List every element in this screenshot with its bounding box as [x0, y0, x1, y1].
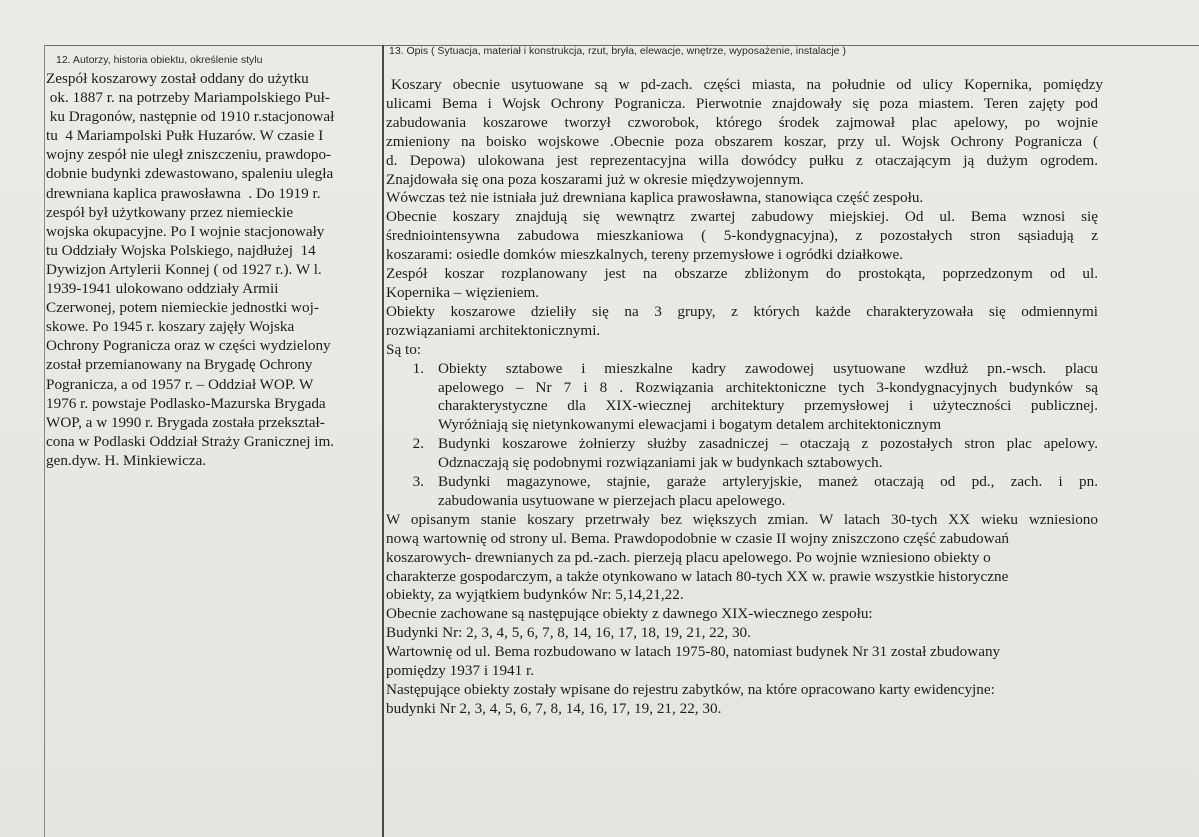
description-line: obiekty, za wyjątkiem budynków Nr: 5,14,21,22. [386, 586, 684, 604]
description-line: pomiędzy 1937 i 1941 r. [386, 662, 535, 680]
history-line: 1976 r. powstaje Podlasko-Mazurska Brygada [46, 394, 326, 412]
description-line: charakterze gospodarczym, a także otynkowano w latach 80-tych XX w. prawie wszystkie historyczne [386, 567, 1009, 585]
description-line: d. Depowa) ulokowana jest reprezentacyjna willa dowódcy pułku z otaczającym ją dużym ogrodem. [386, 151, 1098, 169]
history-line: tu Oddziały Wojska Polskiego, najdłużej 14 [46, 241, 316, 259]
history-line: Pogranicza, a od 1957 r. – Oddział WOP. W [46, 375, 314, 393]
description-line: Budynki Nr: 2, 3, 4, 5, 6, 7, 8, 14, 16, 17, 18, 19, 21, 22, 30. [386, 624, 751, 642]
list-item-line: zabudowania usytuowane w pierzejach placu apelowego. [438, 491, 786, 509]
history-line: skowe. Po 1945 r. koszary zajęły Wojska [46, 318, 295, 336]
section-13-label: 13. Opis ( Sytuacja, materiał i konstrukcja, rzut, bryła, elewacje, wnętrze, wyposażenie, instalacje ) [389, 45, 846, 57]
history-line: ok. 1887 r. na potrzeby Mariampolskiego Puł- [46, 89, 330, 107]
history-line: drewniana kaplica prawosławna . Do 1919 r. [46, 184, 321, 202]
list-item-line: apelowego – Nr 7 i 8 . Rozwiązania architektoniczne tych 3-kondygnacyjnych budynków są [438, 378, 1098, 396]
history-line: Zespół koszarowy został oddany do użytku [46, 70, 309, 87]
description-line: Koszary obecnie usytuowane są w pd-zach. części miasta, na południe od ulicy Kopernika, pomiędzy [391, 76, 1103, 93]
description-line: Obiekty koszarowe dzieliły się na 3 grupy, z których każde charakteryzowała się odmiennymi [386, 302, 1098, 320]
description-line: koszarami: osiedle domków mieszkalnych, tereny przemysłowe i ogródki działkowe. [386, 246, 904, 264]
list-item [386, 435, 1116, 473]
description-line: zabudowania koszarowe tworzył czworobok, którego środek zajmował plac apelowy, po wojnie [386, 113, 1098, 131]
description-line: koszarowych- drewnianych za pd.-zach. pierzeją placu apelowego. Po wojnie wzniesiono obiekty o [386, 548, 991, 566]
description-line: ulicami Bema i Wojsk Ochrony Pogranicza. Pierwotnie znajdowały się poza miastem. Teren zajęty pod [386, 94, 1098, 112]
history-line: gen.dyw. H. Minkiewicza. [46, 451, 207, 469]
history-line: wojska okupacyjne. Po I wojnie stacjonowały [46, 222, 325, 240]
description-line: Wówczas też nie istniała już drewniana kaplica prawosławna, stanowiąca część zespołu. [386, 189, 924, 207]
description-line: Znajdowała się ona poza koszarami już w okresie międzywojennym. [386, 170, 804, 188]
list-item-line: Obiekty sztabowe i mieszkalne kadry zawodowej usytuowane wzdłuż pn.-wsch. placu [438, 359, 1098, 377]
description-line: Obecnie zachowane są następujące obiekty z dawnego XIX-wiecznego zespołu: [386, 605, 873, 623]
history-line: wojny zespół nie uległ zniszczeniu, prawdopo- [46, 146, 332, 164]
description-line: Zespół koszar rozplanowany jest na obszarze zbliżonym do prostokąta, poprzedzonym od ul. [386, 265, 1098, 283]
section-12-label: 12. Autorzy, historia obiektu, określenie stylu [56, 54, 263, 66]
history-line: Ochrony Pogranicza oraz w części wydzielony [46, 337, 331, 355]
list-item [386, 473, 1116, 511]
history-column [46, 69, 382, 470]
list-item-number: 1. [412, 359, 424, 377]
description-line: W opisanym stanie koszary przetrwały bez większych zmian. W latach 30-tych XX wieku wzniesiono [386, 510, 1098, 528]
frame-left-rule [44, 45, 45, 837]
list-item-line: Odznaczają się podobnymi rozwiązaniami jak w budynkach sztabowych. [438, 454, 883, 472]
history-line: 1939-1941 ulokowano oddziały Armii [46, 280, 279, 298]
list-item [386, 360, 1116, 436]
description-line: Następujące obiekty zostały wpisane do rejestru zabytków, na które opracowano karty ewidencyjne: [386, 681, 995, 698]
history-line: zespół był użytkowany przez niemieckie [46, 203, 294, 221]
description-line: rozwiązaniami architektonicznymi. [386, 321, 601, 339]
description-line: budynki Nr 2, 3, 4, 5, 6, 7, 8, 14, 16, 17, 19, 21, 22, 30. [386, 699, 722, 717]
history-line: tu 4 Mariampolski Pułk Huzarów. W czasie I [46, 127, 324, 145]
history-line: dobnie budynki zdewastowano, spaleniu uległa [46, 165, 334, 183]
column-divider [382, 45, 384, 837]
list-item-number: 2. [412, 435, 424, 453]
history-line: ku Dragonów, następnie od 1910 r.stacjonował [46, 108, 335, 126]
history-line: Czerwonej, potem niemieckie jednostki woj- [46, 299, 319, 317]
description-line: Wartownię od ul. Bema rozbudowano w latach 1975-80, natomiast budynek Nr 31 został zbudowany [386, 643, 1001, 661]
description-line: Obecnie koszary znajdują się wewnątrz zwartej zabudowy miejskiej. Od ul. Bema wznosi się [386, 208, 1098, 226]
description-line: średniointensywna zabudowa mieszkaniowa ( 5-kondygnacyjna), z pozostałych stron sąsiadują z [386, 227, 1098, 245]
description-line: Są to: [386, 340, 422, 358]
description-line: Kopernika – więzieniem. [386, 283, 540, 301]
history-line: Dywizjon Artylerii Konnej ( od 1927 r.). W l. [46, 260, 322, 278]
list-item-number: 3. [412, 473, 424, 491]
list-item-line: charakterystyczne dla XIX-wiecznej architektury przemysłowej i użyteczności publicznej. [438, 397, 1098, 415]
list-item-line: Wyróżniają się nietynkowanymi elewacjami i bogatym detalem architektonicznym [438, 416, 942, 434]
list-item-line: Budynki koszarowe żołnierzy służby zasadniczej – otaczają z pozostałych stron plac apelowy. [438, 435, 1098, 453]
description-line: nową wartownię od strony ul. Bema. Prawdopodobnie w czasie II wojny zniszczono część zabudowań [386, 529, 1009, 547]
description-line: zmieniony na boisko wojskowe .Obecnie poza obszarem koszar, przy ul. Wojsk Ochrony Pogranicza ( [386, 132, 1098, 150]
list-item-line: Budynki magazynowe, stajnie, garaże artyleryjskie, maneż otaczają od pd., zach. i pn. [438, 473, 1098, 491]
history-line: cona w Podlaski Oddział Straży Granicznej im. [46, 432, 335, 450]
history-line: został przemianowany na Brygadę Ochrony [46, 356, 313, 374]
description-column [386, 76, 1116, 719]
history-line: WOP, a w 1990 r. Brygada została przekształ- [46, 413, 325, 431]
